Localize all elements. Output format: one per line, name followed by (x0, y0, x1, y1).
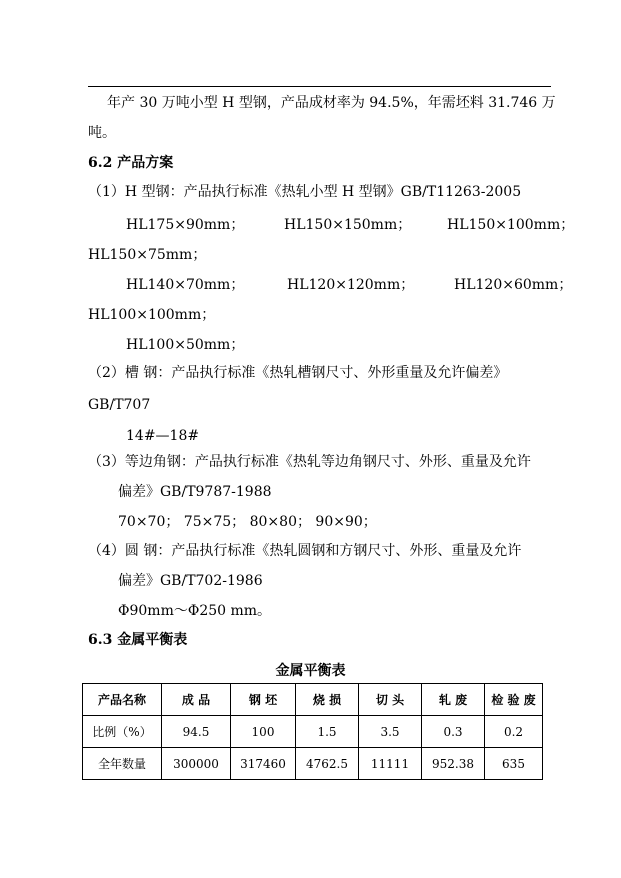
header-cell: 切 头 (359, 684, 422, 716)
spec-hl: HL100×100mm； (88, 307, 216, 323)
paragraph-line: 吨。 (88, 125, 116, 141)
table-cell: 300000 (162, 748, 231, 780)
spec-hl: HL140×70mm； (126, 277, 245, 293)
item-round-spec: Φ90mm～Φ250 mm。 (118, 603, 272, 619)
header-cell: 检 验 废 (485, 684, 543, 716)
item-angle-standard: 偏差》GB/T9787-1988 (118, 484, 272, 500)
table-row (83, 748, 543, 780)
table-cell: 0.3 (422, 716, 485, 748)
spec-hl: HL150×100mm； (447, 217, 575, 233)
spec-hl: HL150×150mm； (284, 217, 412, 233)
item-channel-spec: 14#—18# (126, 428, 200, 444)
paragraph-line: 年产 30 万吨小型 H 型钢，产品成材率为 94.5%，年需坯料 31.746 万 (107, 95, 556, 111)
section-heading-6-2: 6.2 产品方案 (88, 155, 174, 171)
table-cell: 全年数量 (83, 748, 162, 780)
metal-balance-table (82, 683, 543, 780)
item-channel-standard: GB/T707 (88, 397, 151, 413)
table-cell: 317460 (231, 748, 296, 780)
header-cell: 钢 坯 (231, 684, 296, 716)
table-cell: 11111 (359, 748, 422, 780)
spec-hl: HL150×75mm； (88, 247, 207, 263)
table-header-row (83, 684, 543, 716)
spec-hl: HL120×120mm； (287, 277, 415, 293)
table-cell: 952.38 (422, 748, 485, 780)
header-rule (88, 86, 551, 87)
table-cell: 0.2 (485, 716, 543, 748)
spec-hl: HL120×60mm； (454, 277, 573, 293)
item-h-beam: （1）H 型钢：产品执行标准《热轧小型 H 型钢》GB/T11263-2005 (88, 184, 522, 200)
item-round-standard: 偏差》GB/T702-1986 (118, 573, 263, 589)
table-cell: 635 (485, 748, 543, 780)
table-row (83, 716, 543, 748)
header-cell: 产品名称 (83, 684, 162, 716)
spec-hl: HL175×90mm； (126, 217, 245, 233)
table-cell: 比例（%） (83, 716, 162, 748)
table-cell: 1.5 (296, 716, 359, 748)
header-cell: 轧 废 (422, 684, 485, 716)
table-caption: 金属平衡表 (275, 663, 346, 679)
table-cell: 100 (231, 716, 296, 748)
item-angle-spec: 70×70； 75×75； 80×80； 90×90； (118, 514, 377, 530)
section-heading-6-3: 6.3 金属平衡表 (88, 632, 188, 648)
header-cell: 成 品 (162, 684, 231, 716)
item-angle-steel: （3）等边角钢：产品执行标准《热轧等边角钢尺寸、外形、重量及允许 (88, 454, 531, 470)
item-channel-steel: （2）槽 钢：产品执行标准《热轧槽钢尺寸、外形重量及允许偏差》 (88, 365, 508, 381)
spec-hl: HL100×50mm； (126, 337, 245, 353)
header-cell: 烧 损 (296, 684, 359, 716)
item-round-steel: （4）圆 钢：产品执行标准《热轧圆钢和方钢尺寸、外形、重量及允许 (88, 543, 522, 559)
table-cell: 4762.5 (296, 748, 359, 780)
table-cell: 3.5 (359, 716, 422, 748)
table-cell: 94.5 (162, 716, 231, 748)
